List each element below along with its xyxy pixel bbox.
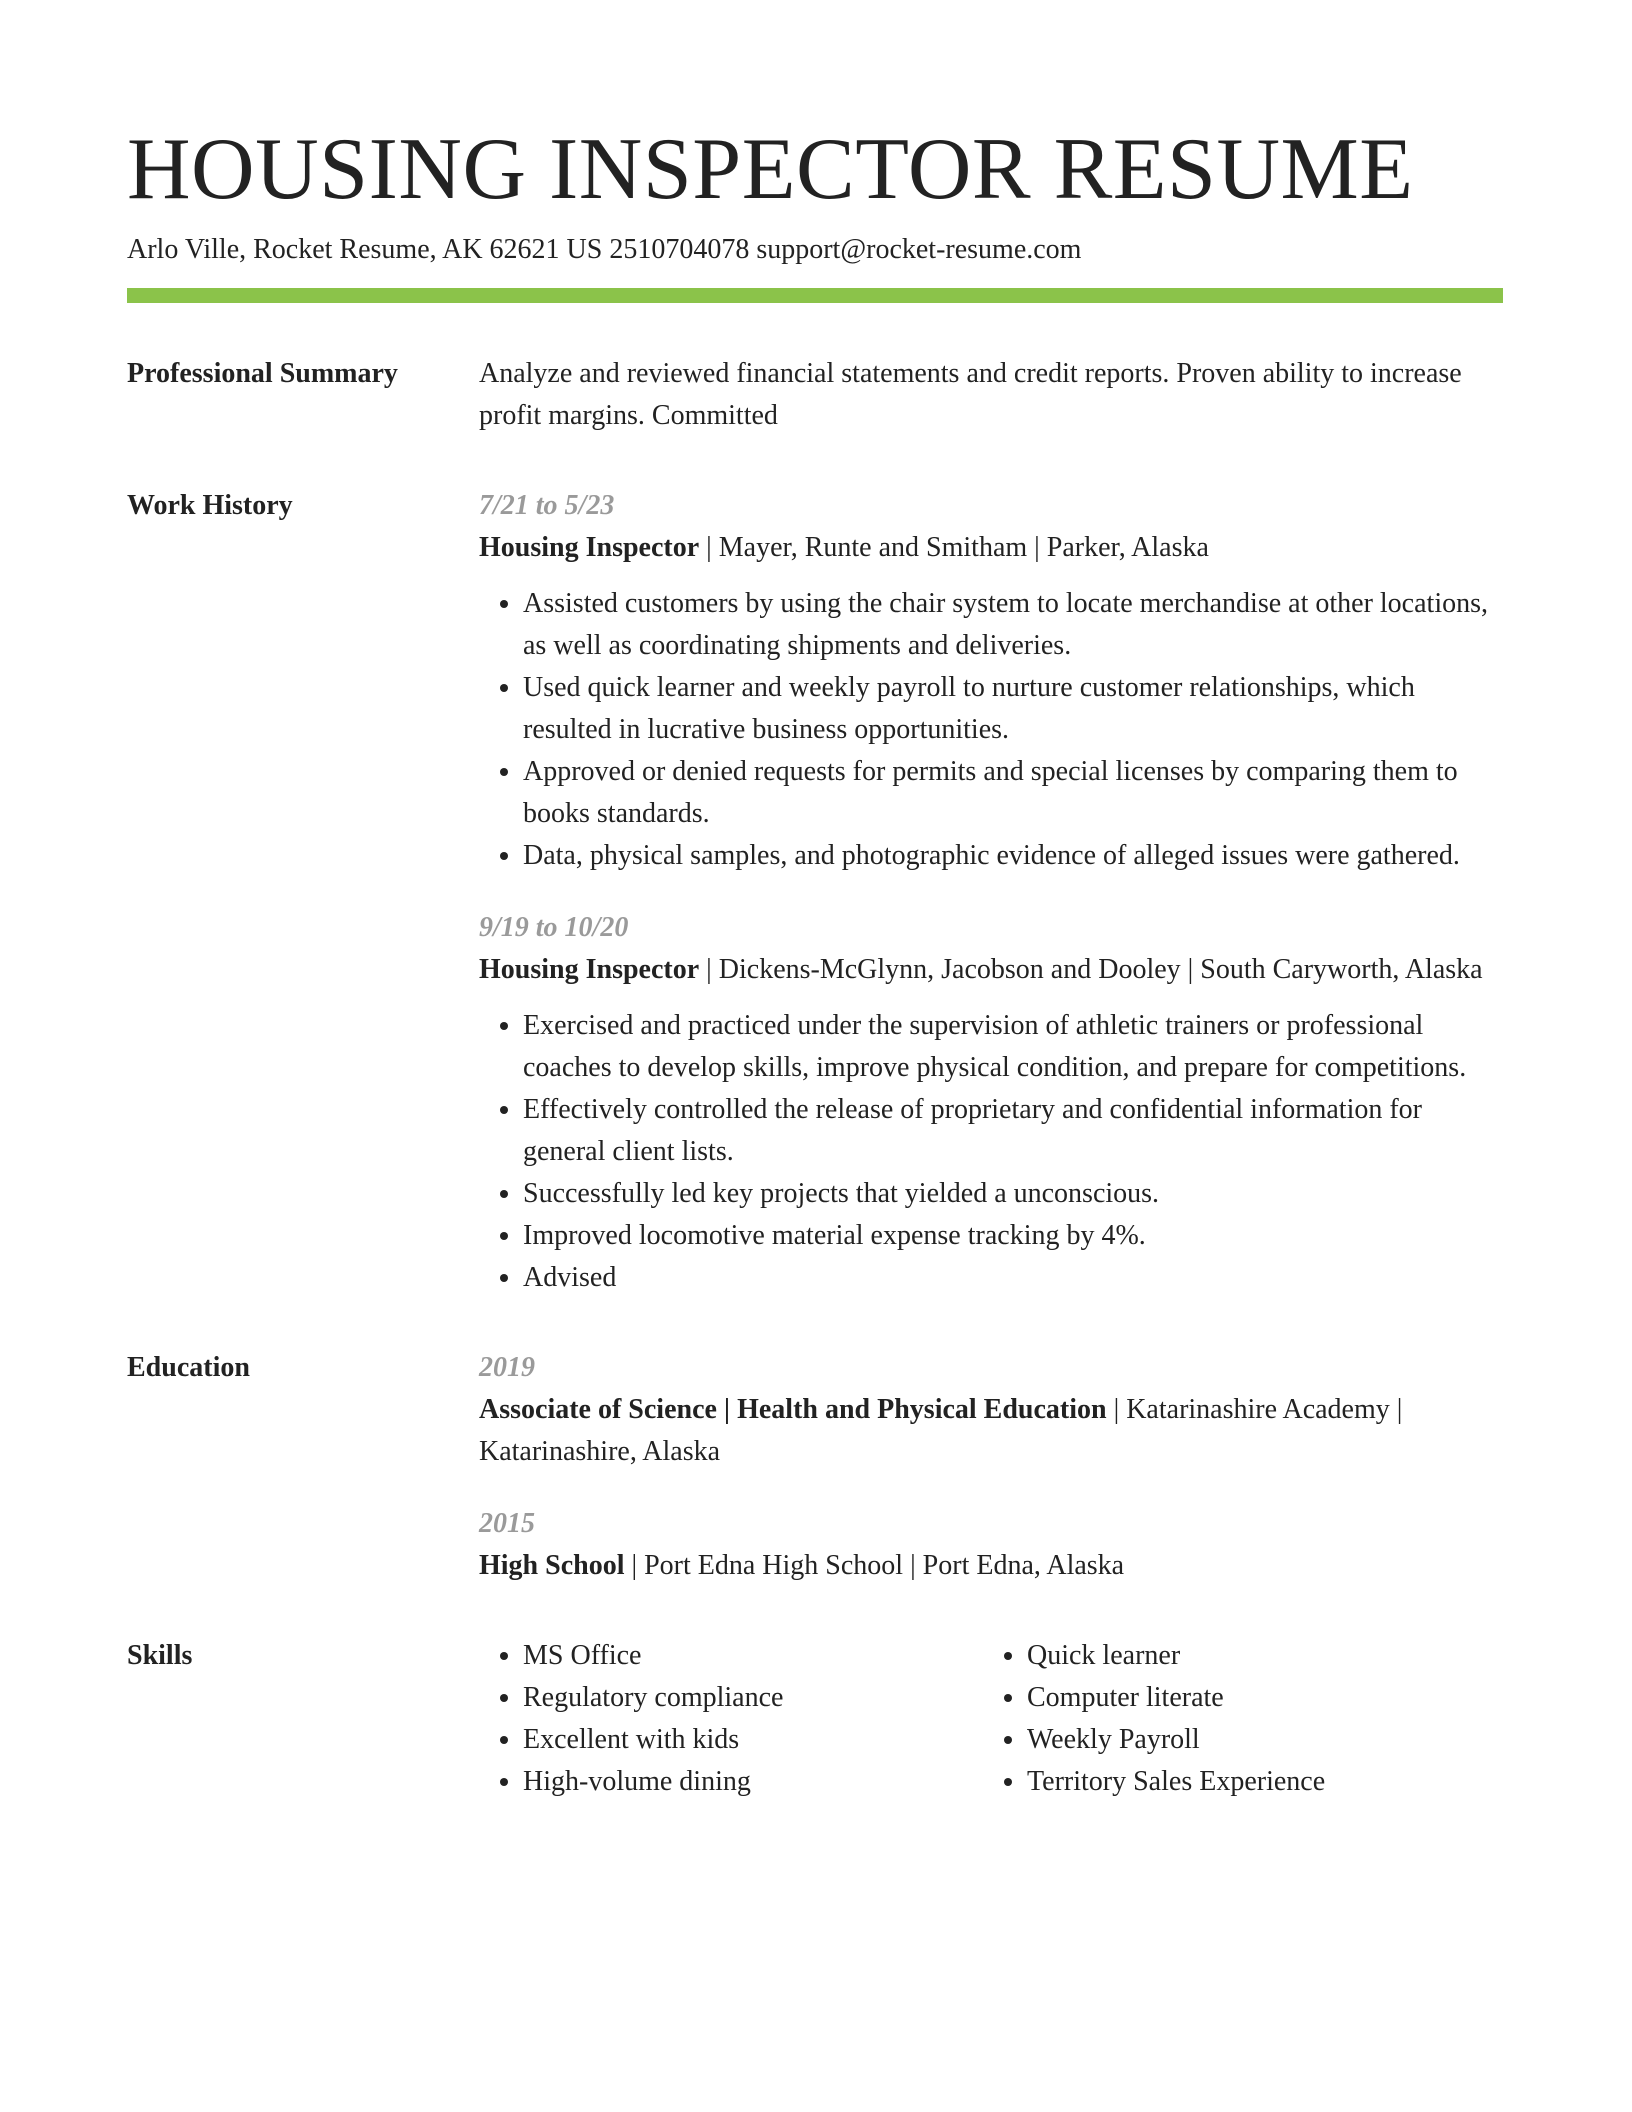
job-title: Housing Inspector <box>479 532 700 563</box>
skill-item: • Weekly Payroll <box>1027 1719 1487 1761</box>
skill-item: • Computer literate <box>1027 1677 1487 1719</box>
school-details: | Port Edna High School | Port Edna, Alaska <box>624 1550 1125 1581</box>
education-heading: Education <box>127 1352 250 1383</box>
job-bullets <box>479 583 1503 877</box>
list-item: • Advised <box>523 1257 1503 1299</box>
job-bullets <box>479 1005 1503 1299</box>
education-list <box>479 1347 1503 1587</box>
education-section <box>127 1347 1503 1587</box>
skills-column-left <box>479 1635 983 1803</box>
degree-name: Associate of Science | Health and Physical Education <box>479 1394 1107 1425</box>
skill-item: • High-volume dining <box>523 1761 983 1803</box>
work-history-heading: Work History <box>127 490 293 521</box>
education-entry <box>479 1503 1503 1587</box>
list-item: • Used quick learner and weekly payroll to nurture customer relationships, which resulted in lucrative business opportunities. <box>523 667 1503 751</box>
contact-line: Arlo Ville, Rocket Resume, AK 62621 US 2510704078 support@rocket-resume.com <box>127 234 1082 265</box>
education-heading-line <box>479 1389 1503 1473</box>
list-item: • Successfully led key projects that yielded a unconscious. <box>523 1173 1503 1215</box>
job-entry <box>479 907 1503 1299</box>
resume-page <box>127 120 1503 1803</box>
job-dates: 7/21 to 5/23 <box>479 490 615 521</box>
education-year: 2015 <box>479 1508 535 1539</box>
list-item: • Assisted customers by using the chair system to locate merchandise at other locations, as well as coordinating shipments and deliveries. <box>523 583 1503 667</box>
skill-item: • Regulatory compliance <box>523 1677 983 1719</box>
list-item: • Approved or denied requests for permits and special licenses by comparing them to books standards. <box>523 751 1503 835</box>
skills-column-right <box>983 1635 1487 1803</box>
job-entry <box>479 485 1503 877</box>
job-employer: | Mayer, Runte and Smitham | Parker, Alaska <box>699 532 1209 563</box>
skills-heading: Skills <box>127 1640 193 1671</box>
list-item: • Exercised and practiced under the supervision of athletic trainers or professional coaches to develop skills, improve physical condition, and prepare for competitions. <box>523 1005 1503 1089</box>
education-heading-line <box>479 1545 1503 1587</box>
skill-item: • MS Office <box>523 1635 983 1677</box>
resume-title: HOUSING INSPECTOR RESUME <box>127 121 1414 218</box>
skill-item: • Quick learner <box>1027 1635 1487 1677</box>
job-employer: | Dickens-McGlynn, Jacobson and Dooley | South Caryworth, Alaska <box>699 954 1483 985</box>
work-history-list <box>479 485 1503 1299</box>
job-dates: 9/19 to 10/20 <box>479 912 629 943</box>
list-item: • Effectively controlled the release of proprietary and confidential information for general client lists. <box>523 1089 1503 1173</box>
summary-heading: Professional Summary <box>127 358 398 389</box>
job-title: Housing Inspector <box>479 954 700 985</box>
job-heading <box>479 527 1503 569</box>
education-entry <box>479 1347 1503 1473</box>
degree-name: High School <box>479 1550 625 1581</box>
skill-item: • Excellent with kids <box>523 1719 983 1761</box>
school-details: | Katarinashire Academy | Katarinashire, Alaska <box>479 1394 1403 1467</box>
job-heading <box>479 949 1503 991</box>
summary-section <box>127 353 1503 437</box>
list-item: • Data, physical samples, and photographic evidence of alleged issues were gathered. <box>523 835 1503 877</box>
work-history-section <box>127 485 1503 1299</box>
skills-section <box>127 1635 1503 1803</box>
education-year: 2019 <box>479 1352 535 1383</box>
list-item: • Improved locomotive material expense tracking by 4%. <box>523 1215 1503 1257</box>
skill-item: • Territory Sales Experience <box>1027 1761 1487 1803</box>
skills-columns <box>479 1635 1503 1803</box>
accent-divider <box>127 288 1503 303</box>
summary-text: Analyze and reviewed financial statements and credit reports. Proven ability to increase profit margins. Committed <box>479 358 1462 431</box>
